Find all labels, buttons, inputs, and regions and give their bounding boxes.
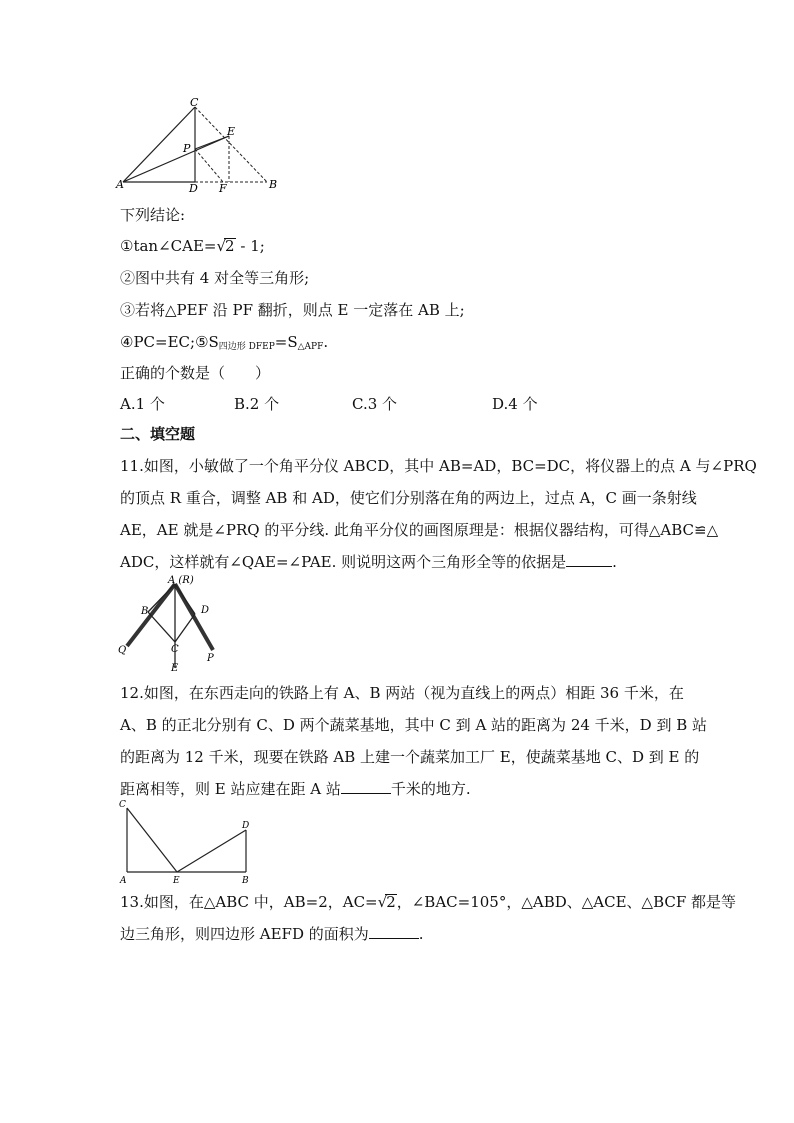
q12-line-4-prefix: 距离相等，则 E 站应建在距 A 站 bbox=[120, 780, 341, 798]
fig11-label-a: A (R) bbox=[168, 575, 194, 586]
conclusion-3: ③若将△PEF 沿 PF 翻折，则点 E 一定落在 AB 上; bbox=[120, 301, 465, 319]
conclusion-4-sub-tri: △APF bbox=[297, 342, 324, 352]
q12-line-4-suffix: 千米的地方. bbox=[390, 780, 471, 798]
q13-radicand: 2 bbox=[386, 893, 396, 911]
q13-line-2-text: 边三角形，则四边形 AEFD 的面积为 bbox=[120, 925, 369, 943]
figure-triangle-ab bbox=[115, 95, 285, 195]
q12-line-3: 的距离为 12 千米，现要在铁路 AB 上建一个蔬菜加工厂 E，使蔬菜基地 C、D 到 E 的 bbox=[120, 748, 700, 766]
fig1-label-b: B bbox=[269, 178, 278, 191]
q12-line-4 bbox=[120, 779, 471, 799]
fig11-label-b: B bbox=[141, 606, 149, 617]
fig11-label-c: C bbox=[171, 644, 179, 655]
q12-line-2: A、B 的正北分别有 C、D 两个蔬菜基地，其中 C 到 A 站的距离为 24 千米，D 到 B 站 bbox=[120, 716, 708, 734]
conclusion-1-suffix: - 1; bbox=[235, 237, 265, 255]
conclusion-4-prefix: ④PC=EC;⑤S bbox=[120, 333, 219, 351]
question-count: 正确的个数是（ ） bbox=[120, 364, 271, 382]
conclusion-1-prefix: ①tan∠CAE= bbox=[120, 237, 217, 255]
fig12-label-a: A bbox=[120, 876, 127, 886]
conclusion-4-mid: =S bbox=[274, 333, 298, 351]
q11-line-2: 的顶点 R 重合，调整 AB 和 AD，使它们分别落在角的两边上，过点 A，C 画一条射线 bbox=[120, 489, 697, 507]
conclusion-1-radicand: 2 bbox=[225, 237, 235, 255]
option-a: A.1 个 bbox=[120, 395, 165, 413]
figure-railway bbox=[115, 798, 260, 888]
q11-line-1: 11.如图，小敏做了一个角平分仪 ABCD，其中 AB=AD，BC=DC，将仪器上的点 A 与∠PRQ bbox=[120, 457, 757, 475]
fig12-label-d: D bbox=[242, 821, 250, 831]
conclusion-4-suffix: . bbox=[323, 333, 329, 351]
q13-line-2 bbox=[120, 924, 424, 944]
conclusion-4-sub-quad: 四边形 DFEP bbox=[218, 342, 275, 352]
q11-line-3: AE，AE 就是∠PRQ 的平分线. 此角平分仪的画图原理是：根据仪器结构，可得△ABC≌△ bbox=[120, 521, 719, 539]
q13-answer-blank bbox=[369, 924, 419, 939]
option-d: D.4 个 bbox=[492, 395, 538, 413]
fig1-label-f: F bbox=[219, 182, 227, 195]
q11-line-4-end: . bbox=[612, 553, 617, 571]
fig11-label-d: D bbox=[201, 605, 210, 616]
q13-line-1-prefix: 13.如图，在△ABC 中，AB=2，AC= bbox=[120, 893, 378, 911]
figure-angle-bisector bbox=[115, 572, 225, 672]
q13-line-2-end: . bbox=[418, 925, 424, 943]
q11-line-4 bbox=[120, 552, 617, 572]
conclusion-1: ①tan∠CAE=√2 - 1; bbox=[120, 237, 265, 255]
q11-line-4-text: ADC，这样就有∠QAE=∠PAE. 则说明这两个三角形全等的依据是 bbox=[120, 553, 567, 571]
fig1-label-e: E bbox=[227, 125, 236, 138]
fig11-label-p: P bbox=[207, 653, 214, 664]
section-title: 二、填空题 bbox=[120, 425, 196, 443]
conclusions-heading: 下列结论: bbox=[120, 206, 186, 224]
fig12-label-c: C bbox=[119, 800, 126, 810]
q13-line-1-suffix: ，∠BAC=105°，△ABD、△ACE、△BCF 都是等 bbox=[396, 893, 737, 911]
fig12-label-e: E bbox=[173, 876, 180, 886]
fig11-label-e: E bbox=[171, 663, 179, 672]
option-b: B.2 个 bbox=[234, 395, 280, 413]
fig1-label-c: C bbox=[190, 96, 199, 109]
q11-answer-blank bbox=[566, 552, 612, 567]
fig1-label-a: A bbox=[116, 178, 124, 191]
fig1-label-d: D bbox=[189, 182, 198, 195]
fig12-label-b: B bbox=[242, 876, 249, 886]
q13-line-1: 13.如图，在△ABC 中，AB=2，AC=√2，∠BAC=105°，△ABD、△ACE、△BCF 都是等 bbox=[120, 893, 737, 911]
option-c: C.3 个 bbox=[352, 395, 398, 413]
q12-line-1: 12.如图，在东西走向的铁路上有 A、B 两站（视为直线上的两点）相距 36 千米，在 bbox=[120, 684, 684, 702]
q12-answer-blank bbox=[341, 779, 391, 794]
fig11-label-q: Q bbox=[118, 645, 127, 656]
conclusion-4-5 bbox=[120, 332, 328, 357]
fig1-label-p: P bbox=[183, 142, 191, 155]
conclusion-2: ②图中共有 4 对全等三角形; bbox=[120, 269, 310, 287]
